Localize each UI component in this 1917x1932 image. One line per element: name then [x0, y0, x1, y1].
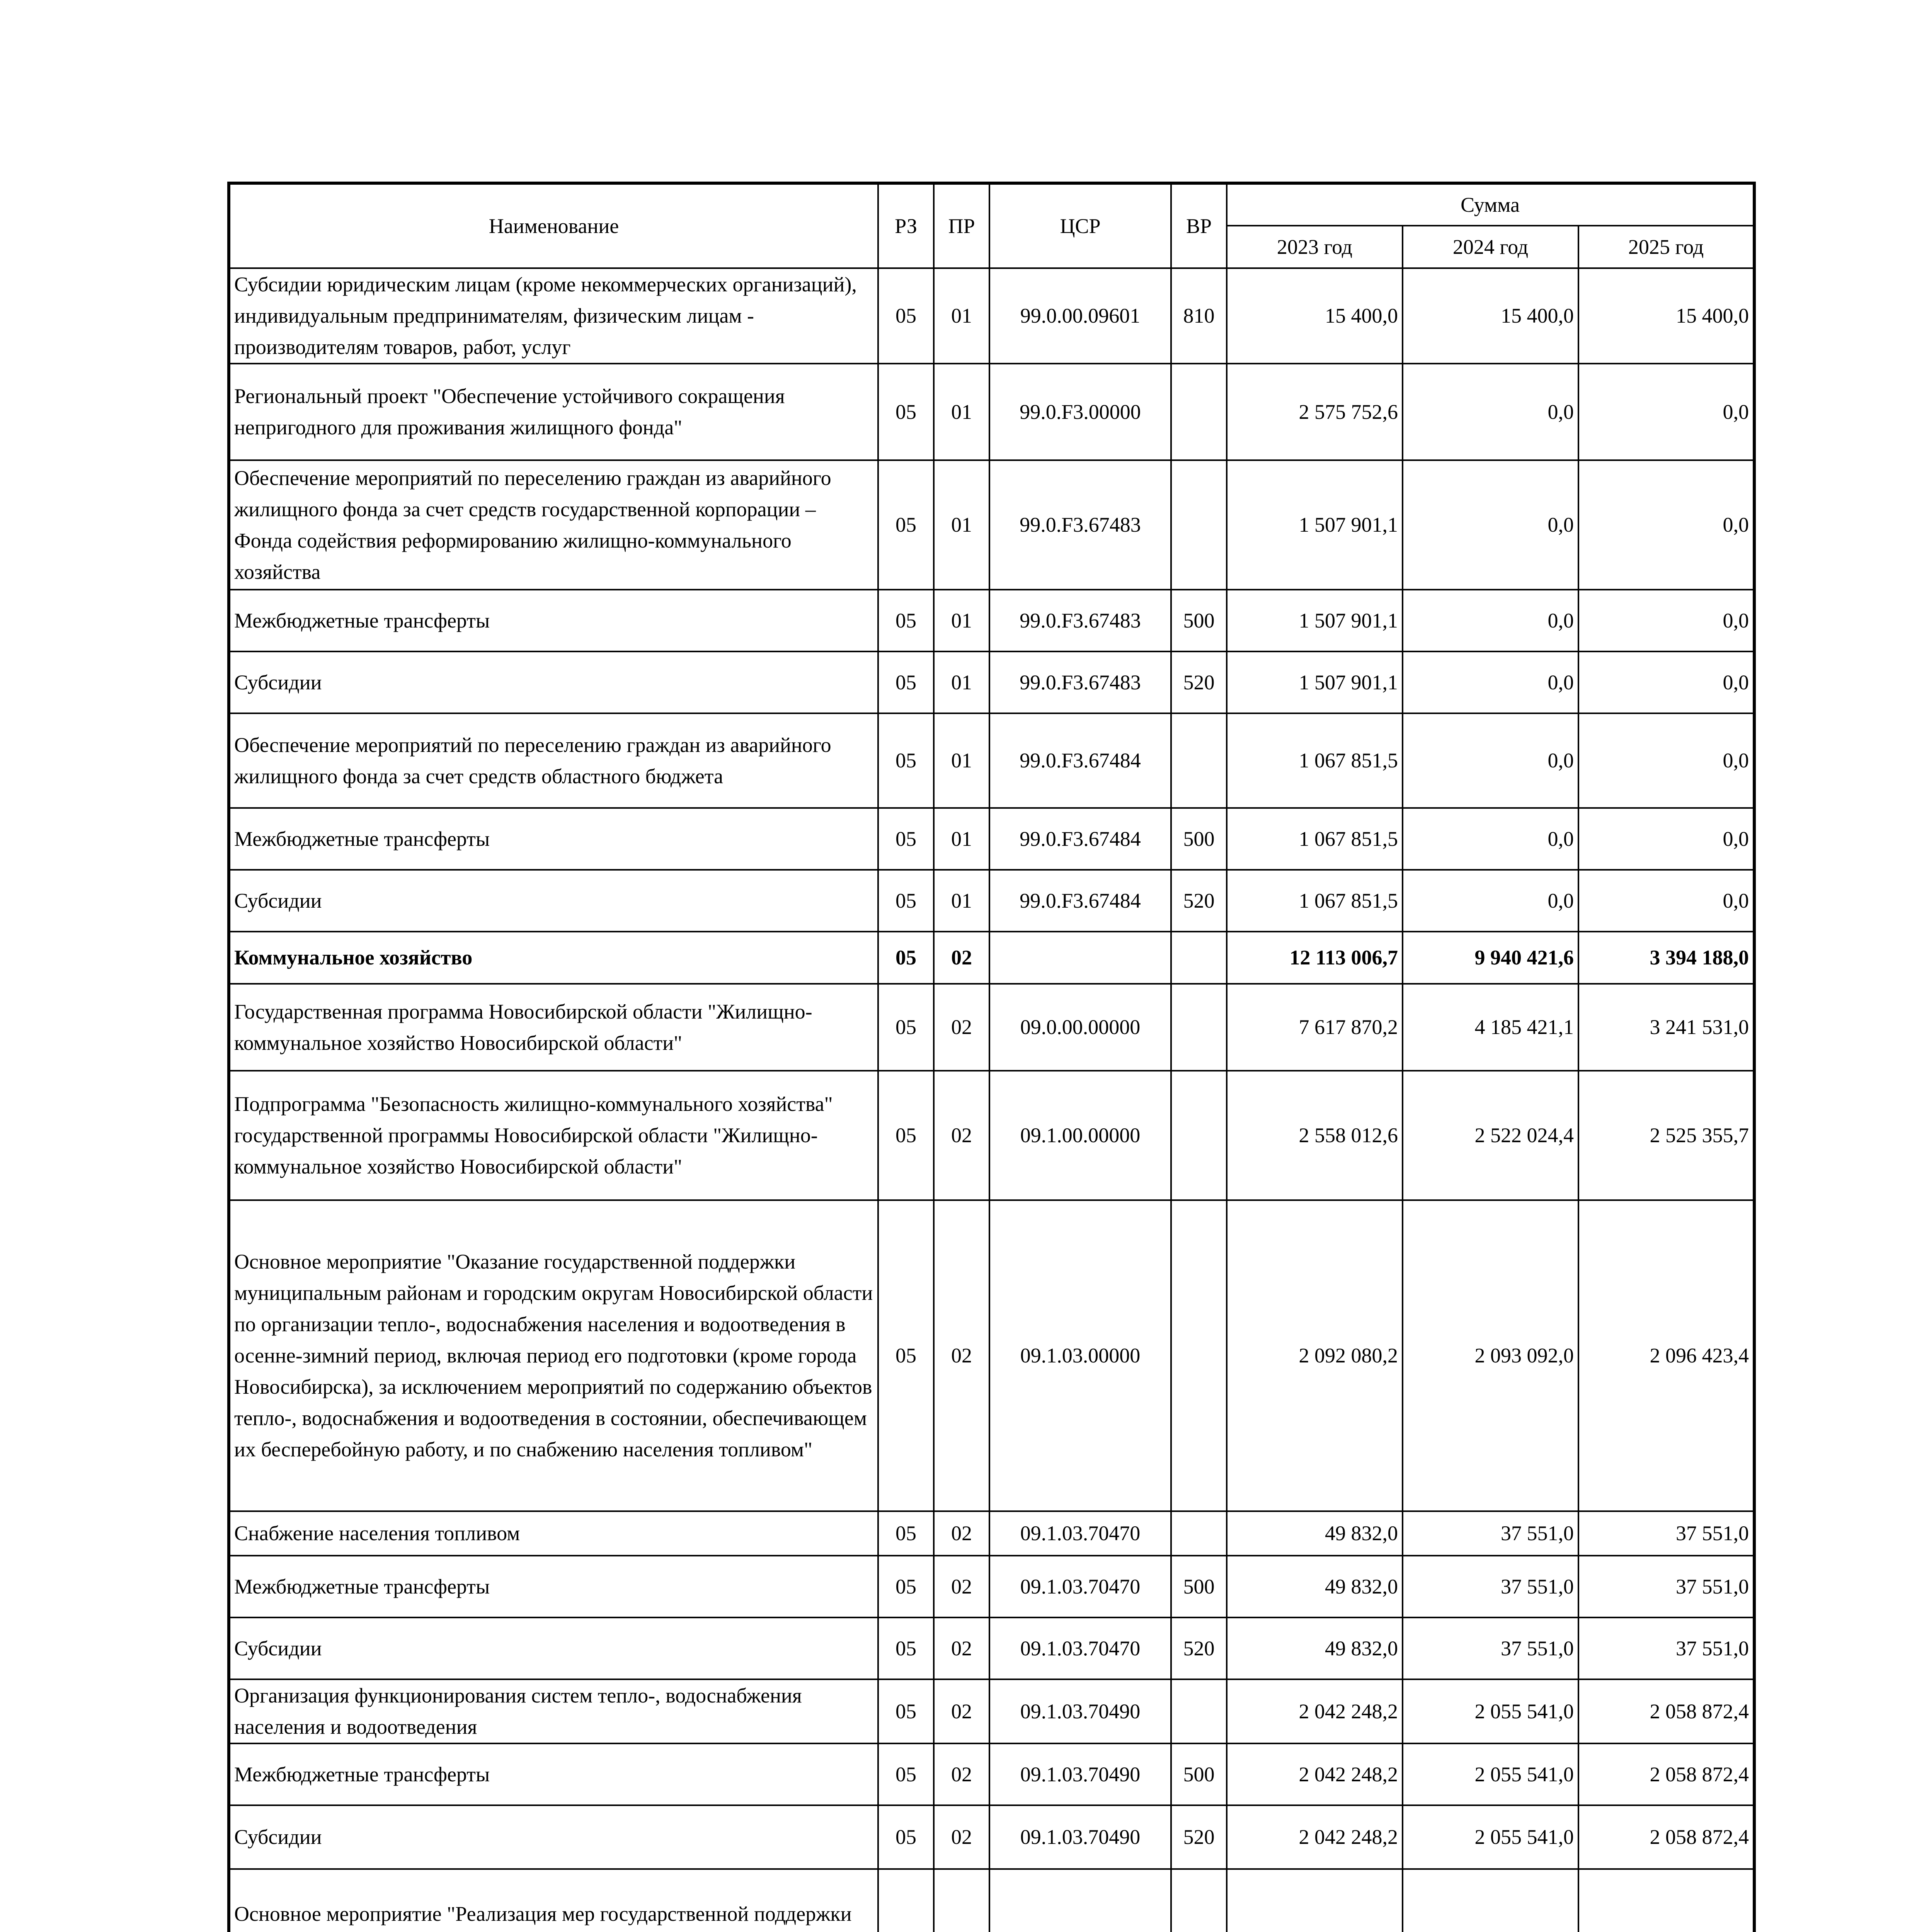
cell-rz: 05 — [878, 460, 934, 590]
cell-rz: 05 — [878, 1805, 934, 1869]
cell-csr: 99.0.F3.67484 — [989, 808, 1171, 870]
cell-2024: 0,0 — [1403, 364, 1578, 460]
cell-csr: 99.0.00.09601 — [989, 268, 1171, 364]
cell-name: Государственная программа Новосибирской области "Жилищно-коммунальное хозяйство Новосибирской области" — [229, 984, 878, 1071]
table-row — [229, 1071, 1754, 1200]
table-header — [229, 183, 1754, 268]
cell-rz: 05 — [878, 1071, 934, 1200]
cell-vr — [1171, 932, 1227, 984]
cell-vr: 500 — [1171, 1743, 1227, 1805]
cell-2023: 1 067 851,5 — [1227, 713, 1403, 808]
cell-2023: 1 507 901,1 — [1227, 651, 1403, 713]
cell-csr: 09.1.03.70490 — [989, 1805, 1171, 1869]
cell-name: Субсидии — [229, 1805, 878, 1869]
cell-pr: 01 — [934, 713, 989, 808]
cell-rz: 05 — [878, 268, 934, 364]
cell-2023: 1 067 851,5 — [1227, 808, 1403, 870]
header-2024: 2024 год — [1403, 226, 1578, 268]
cell-2023: 49 832,0 — [1227, 1511, 1403, 1556]
cell-pr: 01 — [934, 268, 989, 364]
cell-csr: 09.1.03.70490 — [989, 1743, 1171, 1805]
cell-rz: 05 — [878, 713, 934, 808]
cell-2024: 0,0 — [1403, 713, 1578, 808]
cell-rz: 05 — [878, 1743, 934, 1805]
cell-pr: 01 — [934, 808, 989, 870]
cell-csr — [989, 1869, 1171, 1932]
cell-2025: 2 058 872,4 — [1578, 1805, 1754, 1869]
cell-pr: 02 — [934, 1511, 989, 1556]
cell-name: Субсидии юридическим лицам (кроме некоммерческих организаций), индивидуальным предпринимателям, физическим лицам - производителям товаров, работ, услуг — [229, 268, 878, 364]
cell-2025 — [1578, 1869, 1754, 1932]
cell-2023: 49 832,0 — [1227, 1556, 1403, 1617]
cell-2024: 2 093 092,0 — [1403, 1200, 1578, 1511]
cell-pr: 01 — [934, 590, 989, 651]
cell-2024: 37 551,0 — [1403, 1511, 1578, 1556]
cell-rz: 05 — [878, 590, 934, 651]
table-row — [229, 1869, 1754, 1932]
cell-rz: 05 — [878, 364, 934, 460]
cell-2024: 15 400,0 — [1403, 268, 1578, 364]
cell-name: Региональный проект "Обеспечение устойчивого сокращения непригодного для проживания жилищного фонда" — [229, 364, 878, 460]
table-row — [229, 1511, 1754, 1556]
cell-name: Основное мероприятие "Реализация мер государственной поддержки — [229, 1869, 878, 1932]
cell-2025: 0,0 — [1578, 651, 1754, 713]
cell-2023: 49 832,0 — [1227, 1617, 1403, 1679]
cell-vr — [1171, 984, 1227, 1071]
cell-vr — [1171, 364, 1227, 460]
table-row — [229, 1743, 1754, 1805]
cell-2023: 12 113 006,7 — [1227, 932, 1403, 984]
cell-2024: 2 055 541,0 — [1403, 1743, 1578, 1805]
table-row — [229, 1805, 1754, 1869]
cell-2025: 0,0 — [1578, 364, 1754, 460]
cell-csr: 99.0.F3.67483 — [989, 590, 1171, 651]
cell-pr: 02 — [934, 932, 989, 984]
cell-2025: 37 551,0 — [1578, 1556, 1754, 1617]
cell-csr: 99.0.F3.67483 — [989, 651, 1171, 713]
cell-pr: 02 — [934, 984, 989, 1071]
cell-csr: 09.1.00.00000 — [989, 1071, 1171, 1200]
cell-name: Основное мероприятие "Оказание государственной поддержки муниципальным районам и городским округам Новосибирской области по организации тепло-, водоснабжения населения и водоотведения в осенне-зимний период, включая период его подготовки (кроме города Новосибирска), за исключением мероприятий по содержанию объектов тепло-, водоснабжения и водоотведения в состоянии, обеспечивающем их бесперебойную работу, и по снабжению населения топливом" — [229, 1200, 878, 1511]
cell-2023: 2 575 752,6 — [1227, 364, 1403, 460]
cell-2024: 2 055 541,0 — [1403, 1679, 1578, 1743]
cell-name: Межбюджетные трансферты — [229, 1743, 878, 1805]
cell-2023: 15 400,0 — [1227, 268, 1403, 364]
cell-pr — [934, 1869, 989, 1932]
cell-vr — [1171, 1511, 1227, 1556]
table-row — [229, 1679, 1754, 1743]
cell-2023 — [1227, 1869, 1403, 1932]
cell-2024: 37 551,0 — [1403, 1617, 1578, 1679]
cell-name: Организация функционирования систем тепло-, водоснабжения населения и водоотведения — [229, 1679, 878, 1743]
cell-vr: 500 — [1171, 1556, 1227, 1617]
table-row — [229, 1556, 1754, 1617]
cell-2023: 2 558 012,6 — [1227, 1071, 1403, 1200]
table-row — [229, 808, 1754, 870]
table-row — [229, 1617, 1754, 1679]
table-row — [229, 932, 1754, 984]
cell-rz: 05 — [878, 932, 934, 984]
cell-name: Субсидии — [229, 651, 878, 713]
cell-rz: 05 — [878, 1200, 934, 1511]
cell-2024: 9 940 421,6 — [1403, 932, 1578, 984]
cell-2024: 0,0 — [1403, 808, 1578, 870]
table-row — [229, 268, 1754, 364]
cell-csr: 09.1.03.70490 — [989, 1679, 1171, 1743]
cell-pr: 02 — [934, 1743, 989, 1805]
cell-2024: 0,0 — [1403, 590, 1578, 651]
cell-vr — [1171, 1071, 1227, 1200]
cell-name: Субсидии — [229, 1617, 878, 1679]
header-csr: ЦСР — [989, 183, 1171, 268]
cell-name: Межбюджетные трансферты — [229, 1556, 878, 1617]
cell-2024: 2 055 541,0 — [1403, 1805, 1578, 1869]
cell-csr: 09.1.03.00000 — [989, 1200, 1171, 1511]
cell-rz: 05 — [878, 651, 934, 713]
cell-rz: 05 — [878, 984, 934, 1071]
header-rz: РЗ — [878, 183, 934, 268]
cell-vr: 500 — [1171, 808, 1227, 870]
cell-vr: 520 — [1171, 870, 1227, 932]
cell-csr — [989, 932, 1171, 984]
cell-2024: 2 522 024,4 — [1403, 1071, 1578, 1200]
table-row — [229, 984, 1754, 1071]
table-row — [229, 364, 1754, 460]
table-row — [229, 460, 1754, 590]
cell-csr: 99.0.F3.67484 — [989, 870, 1171, 932]
cell-rz: 05 — [878, 1511, 934, 1556]
cell-2025: 0,0 — [1578, 808, 1754, 870]
cell-csr: 09.1.03.70470 — [989, 1617, 1171, 1679]
cell-csr: 99.0.F3.67483 — [989, 460, 1171, 590]
table-row — [229, 651, 1754, 713]
cell-2025: 0,0 — [1578, 713, 1754, 808]
cell-2025: 0,0 — [1578, 460, 1754, 590]
cell-2025: 2 058 872,4 — [1578, 1743, 1754, 1805]
cell-2025: 15 400,0 — [1578, 268, 1754, 364]
header-name: Наименование — [229, 183, 878, 268]
cell-2025: 0,0 — [1578, 590, 1754, 651]
cell-vr — [1171, 713, 1227, 808]
table-row — [229, 590, 1754, 651]
cell-vr: 520 — [1171, 1617, 1227, 1679]
table-row — [229, 1200, 1754, 1511]
table-body — [229, 268, 1754, 1932]
cell-pr: 01 — [934, 870, 989, 932]
cell-name: Снабжение населения топливом — [229, 1511, 878, 1556]
cell-vr: 520 — [1171, 1805, 1227, 1869]
cell-2025: 37 551,0 — [1578, 1511, 1754, 1556]
cell-name: Межбюджетные трансферты — [229, 590, 878, 651]
cell-pr: 02 — [934, 1617, 989, 1679]
cell-name: Подпрограмма "Безопасность жилищно-коммунального хозяйства" государственной программы Новосибирской области "Жилищно-коммунальное хозяйство Новосибирской области" — [229, 1071, 878, 1200]
cell-pr: 02 — [934, 1805, 989, 1869]
cell-rz: 05 — [878, 1556, 934, 1617]
cell-2024 — [1403, 1869, 1578, 1932]
cell-name: Субсидии — [229, 870, 878, 932]
budget-table — [227, 182, 1756, 1932]
cell-vr — [1171, 1200, 1227, 1511]
cell-vr: 500 — [1171, 590, 1227, 651]
table-row — [229, 713, 1754, 808]
header-vr: ВР — [1171, 183, 1227, 268]
cell-csr: 09.1.03.70470 — [989, 1511, 1171, 1556]
header-sum: Сумма — [1227, 183, 1754, 226]
cell-2025: 2 096 423,4 — [1578, 1200, 1754, 1511]
cell-csr: 99.0.F3.00000 — [989, 364, 1171, 460]
cell-2024: 0,0 — [1403, 870, 1578, 932]
cell-csr: 09.0.00.00000 — [989, 984, 1171, 1071]
cell-rz: 05 — [878, 1617, 934, 1679]
cell-pr: 02 — [934, 1679, 989, 1743]
cell-pr: 01 — [934, 364, 989, 460]
cell-name: Обеспечение мероприятий по переселению граждан из аварийного жилищного фонда за счет средств областного бюджета — [229, 713, 878, 808]
cell-2025: 37 551,0 — [1578, 1617, 1754, 1679]
cell-pr: 02 — [934, 1071, 989, 1200]
cell-csr: 09.1.03.70470 — [989, 1556, 1171, 1617]
cell-pr: 01 — [934, 651, 989, 713]
cell-pr: 02 — [934, 1200, 989, 1511]
cell-2025: 3 241 531,0 — [1578, 984, 1754, 1071]
cell-2023: 1 507 901,1 — [1227, 460, 1403, 590]
cell-2023: 2 092 080,2 — [1227, 1200, 1403, 1511]
cell-rz: 05 — [878, 1679, 934, 1743]
cell-2024: 37 551,0 — [1403, 1556, 1578, 1617]
cell-vr — [1171, 460, 1227, 590]
cell-vr: 810 — [1171, 268, 1227, 364]
cell-name: Коммунальное хозяйство — [229, 932, 878, 984]
table-row — [229, 870, 1754, 932]
cell-name: Межбюджетные трансферты — [229, 808, 878, 870]
cell-pr: 02 — [934, 1556, 989, 1617]
header-pr: ПР — [934, 183, 989, 268]
cell-2023: 1 507 901,1 — [1227, 590, 1403, 651]
cell-2025: 2 525 355,7 — [1578, 1071, 1754, 1200]
cell-rz — [878, 1869, 934, 1932]
header-2023: 2023 год — [1227, 226, 1403, 268]
cell-rz: 05 — [878, 808, 934, 870]
cell-2023: 2 042 248,2 — [1227, 1743, 1403, 1805]
cell-2023: 2 042 248,2 — [1227, 1679, 1403, 1743]
header-2025: 2025 год — [1578, 226, 1754, 268]
cell-vr — [1171, 1869, 1227, 1932]
cell-name: Обеспечение мероприятий по переселению граждан из аварийного жилищного фонда за счет средств государственной корпорации – Фонда содействия реформированию жилищно-коммунального хозяйства — [229, 460, 878, 590]
cell-csr: 99.0.F3.67484 — [989, 713, 1171, 808]
cell-vr: 520 — [1171, 651, 1227, 713]
cell-vr — [1171, 1679, 1227, 1743]
cell-2024: 4 185 421,1 — [1403, 984, 1578, 1071]
cell-2023: 2 042 248,2 — [1227, 1805, 1403, 1869]
cell-2025: 3 394 188,0 — [1578, 932, 1754, 984]
cell-2024: 0,0 — [1403, 460, 1578, 590]
cell-2023: 1 067 851,5 — [1227, 870, 1403, 932]
cell-2023: 7 617 870,2 — [1227, 984, 1403, 1071]
cell-2025: 2 058 872,4 — [1578, 1679, 1754, 1743]
cell-pr: 01 — [934, 460, 989, 590]
cell-2024: 0,0 — [1403, 651, 1578, 713]
cell-2025: 0,0 — [1578, 870, 1754, 932]
cell-rz: 05 — [878, 870, 934, 932]
